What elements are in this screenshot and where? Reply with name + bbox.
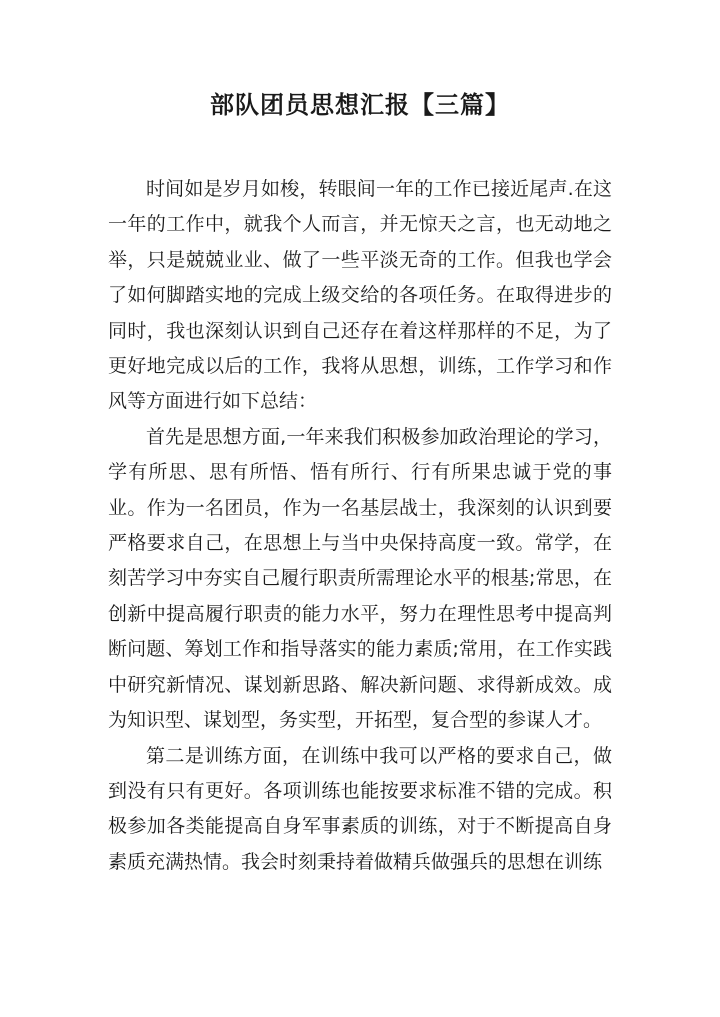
paragraph-intro: 时间如是岁月如梭，转眼间一年的工作已接近尾声.在这一年的工作中，就我个人而言，并无惊天之言，也无动地之举，只是兢兢业业、做了一些平淡无奇的工作。但我也学会了如何脚踏实地的完成上级交给的各项任务。在取得进步的同时，我也深刻认识到自己还存在着这样那样的不足，为了更好地完成以后的工作，我将从思想，训练，工作学习和作风等方面进行如下总结：	[108, 178, 612, 413]
document-body	[108, 172, 612, 880]
document-title: 部队团员思想汇报【三篇】	[210, 91, 510, 119]
paragraph-training: 第二是训练方面，在训练中我可以严格的要求自己，做到没有只有更好。各项训练也能按要求标准不错的完成。积极参加各类能提高自身军事素质的训练，对于不断提高自身素质充满热情。我会时刻秉持着做精兵做强兵的思想在训练	[108, 744, 612, 873]
paragraph-ideology: 首先是思想方面,一年来我们积极参加政治理论的学习，学有所思、思有所悟、悟有所行、行有所果忠诚于党的事业。作为一名团员，作为一名基层战士，我深刻的认识到要严格要求自己，在思想上与当中央保持高度一致。常学，在刻苦学习中夯实自己履行职责所需理论水平的根基;常思，在创新中提高履行职责的能力水平，努力在理性思考中提高判断问题、筹划工作和指导落实的能力素质;常用，在工作实践中研究新情况、谋划新思路、解决新问题、求得新成效。成为知识型、谋划型，务实型，开拓型，复合型的参谋人才。	[108, 425, 612, 732]
